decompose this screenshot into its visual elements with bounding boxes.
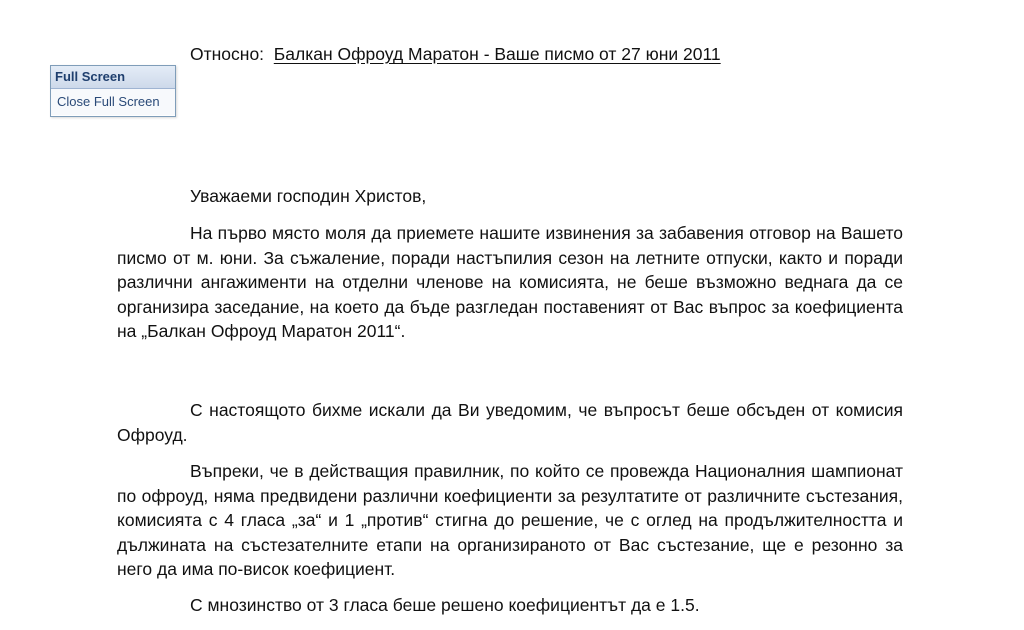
paragraph-4 xyxy=(117,593,903,618)
paragraph-text: На първо място моля да приемете нашите извинения за забавения отговор на Вашето писмо от м. юни. За съжаление, поради настъпилия сезон на летните отпуски, както и поради различни ангажименти на отделни членове на комисията, не беше възможно веднага да се организира заседание, на което да бъде разгледан поставеният от Вас въпрос за коефициента на „Балкан Офроуд Маратон 2011“. xyxy=(117,223,903,341)
greeting xyxy=(117,184,903,209)
close-full-screen-button[interactable]: Close Full Screen xyxy=(51,89,175,115)
full-screen-title: Full Screen xyxy=(51,66,175,89)
full-screen-toolbar xyxy=(50,65,176,117)
paragraph-text: С мнозинство от 3 гласа беше решено коефициентът да е 1.5. xyxy=(190,595,700,615)
subject-prefix: Относно: xyxy=(190,44,265,64)
subject-text: Балкан Офроуд Маратон - Ваше писмо от 27 юни 2011 xyxy=(273,44,721,64)
greeting-text: Уважаеми господин Христов, xyxy=(190,186,427,206)
paragraph-3 xyxy=(117,459,903,582)
subject-line xyxy=(190,44,721,65)
paragraph-2 xyxy=(117,398,903,447)
paragraph-text: С настоящото бихме искали да Ви уведомим, че въпросът беше обсъден от комисия Офроуд. xyxy=(117,400,903,445)
paragraph-text: Въпреки, че в действащия правилник, по който се провежда Националния шампионат по офроуд, няма предвидени различни коефициенти за резултатите от различните състезания, комисията с 4 гласа „за“ и 1 „против“ стигна до решение, че с оглед на продължителността и дължината на състезателните етапи на организираното от Вас състезание, ще е резонно за него да има по-висок коефициент. xyxy=(117,461,903,579)
paragraph-1 xyxy=(117,221,903,344)
